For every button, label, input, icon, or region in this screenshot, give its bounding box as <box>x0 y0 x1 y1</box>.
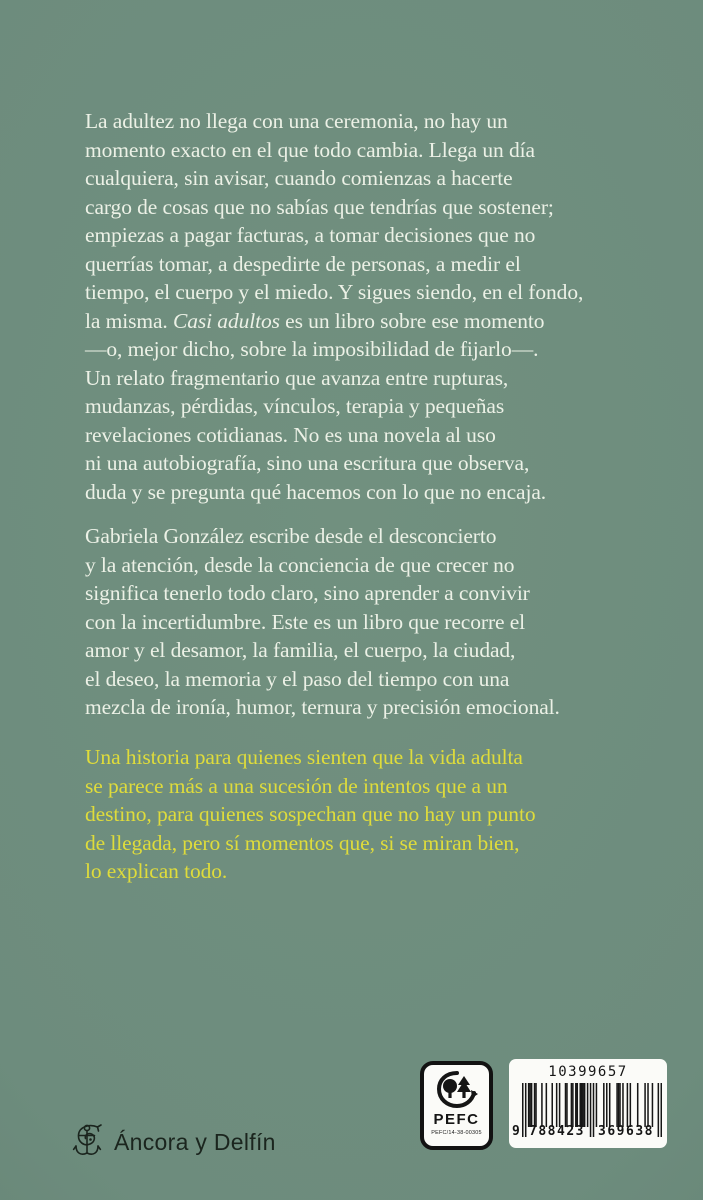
pefc-certificate-code: PEFC/14-38-00305 <box>431 1130 482 1136</box>
text-line: Una historia para quienes sienten que la vida adulta <box>85 745 523 769</box>
barcode-isbn-digits <box>509 1124 667 1142</box>
text-line: Un relato fragmentario que avanza entre rupturas, <box>85 365 509 390</box>
text-line: y la atención, desde la conciencia de que crecer no <box>85 552 515 577</box>
text-line: revelaciones cotidianas. No es una novela al uso <box>85 422 496 447</box>
book-title-italic: Casi adultos <box>172 308 280 333</box>
text-line: significa tenerlo todo claro, sino aprender a convivir <box>85 581 530 605</box>
text-line: querrías tomar, a despedirte de personas, a medir el <box>85 251 521 276</box>
text-line: momento exacto en el que todo cambia. Llega un día <box>85 137 535 162</box>
text-line: se parece más a una sucesión de intentos que a un <box>85 773 508 798</box>
pefc-trees-icon <box>434 1070 480 1110</box>
pefc-certification-mark <box>420 1061 493 1150</box>
isbn-prefix-digit: 9 <box>512 1124 520 1139</box>
text-line-with-title <box>85 307 583 336</box>
text-line: cargo de cosas que no sabías que tendrías que sostener; <box>85 194 554 219</box>
text-line: de llegada, pero sí momentos que, si se miran bien, <box>85 830 520 855</box>
text-line: empiezas a pagar facturas, a tomar decisiones que no <box>85 223 536 247</box>
text-line: Gabriela González escribe desde el desconcierto <box>85 524 497 548</box>
text-line: mezcla de ironía, humor, ternura y precisión emocional. <box>85 695 560 719</box>
isbn-left-group: 788423 <box>529 1124 585 1139</box>
synopsis-paragraph <box>85 107 583 506</box>
tagline-paragraph <box>85 743 535 886</box>
text-line: La adultez no llega con una ceremonia, no hay un <box>85 109 508 133</box>
text-line: —o, mejor dicho, sobre la imposibilidad de fijarlo—. <box>85 337 539 361</box>
author-paragraph <box>85 522 560 722</box>
text-line: duda y se pregunta qué hacemos con lo que no encaja. <box>85 479 547 504</box>
pefc-label: PEFC <box>433 1111 480 1128</box>
text-line: el deseo, la memoria y el paso del tiempo con una <box>85 666 510 691</box>
anchor-dolphin-icon <box>71 1122 104 1162</box>
text-line: destino, para quienes sospechan que no hay un punto <box>85 802 536 826</box>
text-line: ni una autobiografía, sino una escritura que observa, <box>85 451 530 475</box>
text-line: con la incertidumbre. Este es un libro que recorre el <box>85 609 526 634</box>
imprint-name: Áncora y Delfín <box>114 1128 276 1155</box>
text-line: mudanzas, pérdidas, vínculos, terapia y pequeñas <box>85 394 505 418</box>
text-segment: la misma. <box>85 308 173 333</box>
text-line: amor y el desamor, la familia, el cuerpo, la ciudad, <box>85 638 516 662</box>
isbn-right-group: 369638 <box>598 1124 654 1139</box>
text-line: tiempo, el cuerpo y el miedo. Y sigues siendo, en el fondo, <box>85 280 584 304</box>
text-segment: es un libro sobre ese momento <box>279 308 545 333</box>
text-line: cualquiera, sin avisar, cuando comienzas a hacerte <box>85 166 513 190</box>
barcode-product-code: 10399657 <box>548 1064 628 1080</box>
barcode-label <box>509 1059 667 1148</box>
text-line: lo explican todo. <box>85 859 228 883</box>
publisher-imprint <box>71 1121 276 1163</box>
